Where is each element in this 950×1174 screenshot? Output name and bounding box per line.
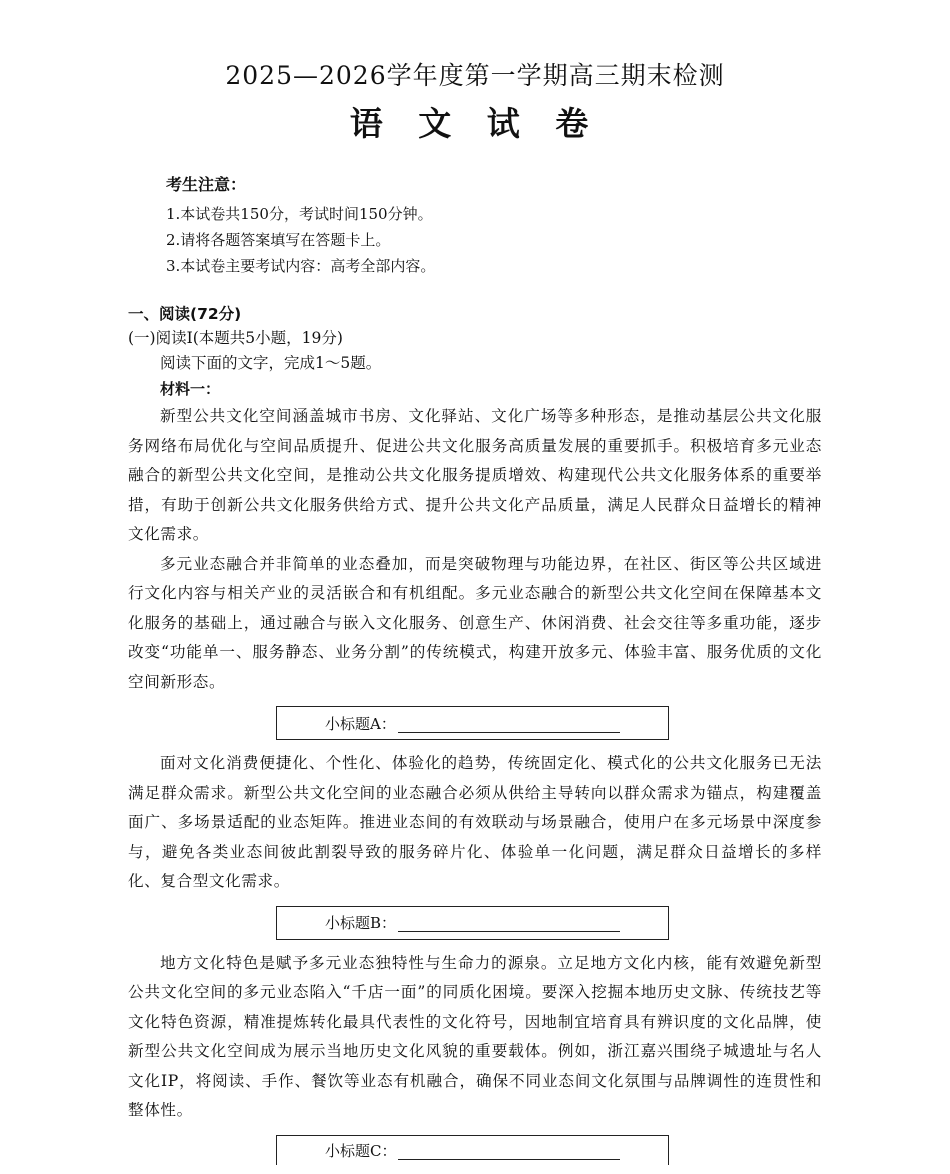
subtitle-box-b[interactable] (276, 906, 669, 940)
paragraph: 地方文化特色是赋予多元业态独特性与生命力的源泉。立足地方文化内核，能有效避免新型公共文化空间的多元业态陷入“千店一面”的同质化困境。要深入挖掘本地历史文脉、传统技艺等文化特色资源，精准提炼转化最具代表性的文化符号，因地制宜培育具有辨识度的文化品牌，使新型公共文化空间成为展示当地历史文化风貌的重要载体。例如，浙江嘉兴围绕子城遗址与名人文化IP，将阅读、手作、餐饮等业态有机融合，确保不同业态间文化氛围与品牌调性的连贯性和整体性。 (128, 953, 822, 1119)
instruction: 阅读下面的文字，完成1～5题。 (160, 354, 382, 372)
subtitle-box-c[interactable] (276, 1135, 669, 1165)
exam-title: 2025—2026学年度第一学期高三期末检测 (225, 61, 725, 90)
subtitle-label: 小标题C： (325, 1141, 397, 1160)
notice-item: 1.本试卷共150分，考试时间150分钟。 (166, 205, 433, 223)
subtitle-box-a[interactable] (276, 706, 669, 740)
notice-item: 3.本试卷主要考试内容：高考全部内容。 (166, 257, 436, 275)
material-title: 材料一： (160, 380, 221, 398)
answer-blank[interactable] (398, 714, 620, 733)
reading-section (128, 302, 822, 1174)
paragraph: 面对文化消费便捷化、个性化、体验化的趋势，传统固定化、模式化的公共文化服务已无法满足群众需求。新型公共文化空间的业态融合必须从供给主导转向以群众需求为锚点，构建覆盖面广、多场景适配的业态矩阵。推进业态间的有效联动与场景融合，使用户在多元场景中深度参与，避免各类业态间彼此割裂导致的服务碎片化、体验单一化问题，满足群众日益增长的多样化、复合型文化需求。 (128, 754, 822, 890)
subtitle-label: 小标题B： (325, 914, 397, 932)
answer-blank[interactable] (398, 913, 620, 932)
subject-title: 语 文 试 卷 (349, 104, 601, 143)
notice-title: 考生注意： (166, 175, 247, 194)
paragraph: 多元业态融合并非简单的业态叠加，而是突破物理与功能边界，在社区、街区等公共区域进行文化内容与相关产业的灵活嵌合和有机组配。多元业态融合的新型公共文化空间在保障基本文化服务的基础上，通过融合与嵌入文化服务、创意生产、休闲消费、社会交往等多重功能，逐步改变“功能单一、服务静态、业务分割”的传统模式，构建开放多元、体验丰富、服务优质的文化空间新形态。 (128, 554, 822, 691)
section-subheading: (一)阅读Ⅰ(本题共5小题，19分) (128, 329, 343, 347)
section-heading: 一、阅读(72分) (128, 305, 242, 323)
notice-item: 2.请将各题答案填写在答题卡上。 (166, 231, 391, 249)
answer-blank[interactable] (398, 1141, 620, 1160)
paragraph: 新型公共文化空间涵盖城市书房、文化驿站、文化广场等多种形态，是推动基层公共文化服务网络布局优化与空间品质提升、促进公共文化服务高质量发展的重要抓手。积极培育多元业态融合的新型公共文化空间，是推动公共文化服务提质增效、构建现代公共文化服务体系的重要举措，有助于创新公共文化服务供给方式、提升公共文化产品质量，满足人民群众日益增长的精神文化需求。 (128, 407, 822, 543)
subtitle-label: 小标题A： (325, 714, 396, 733)
notice-block (166, 172, 435, 279)
